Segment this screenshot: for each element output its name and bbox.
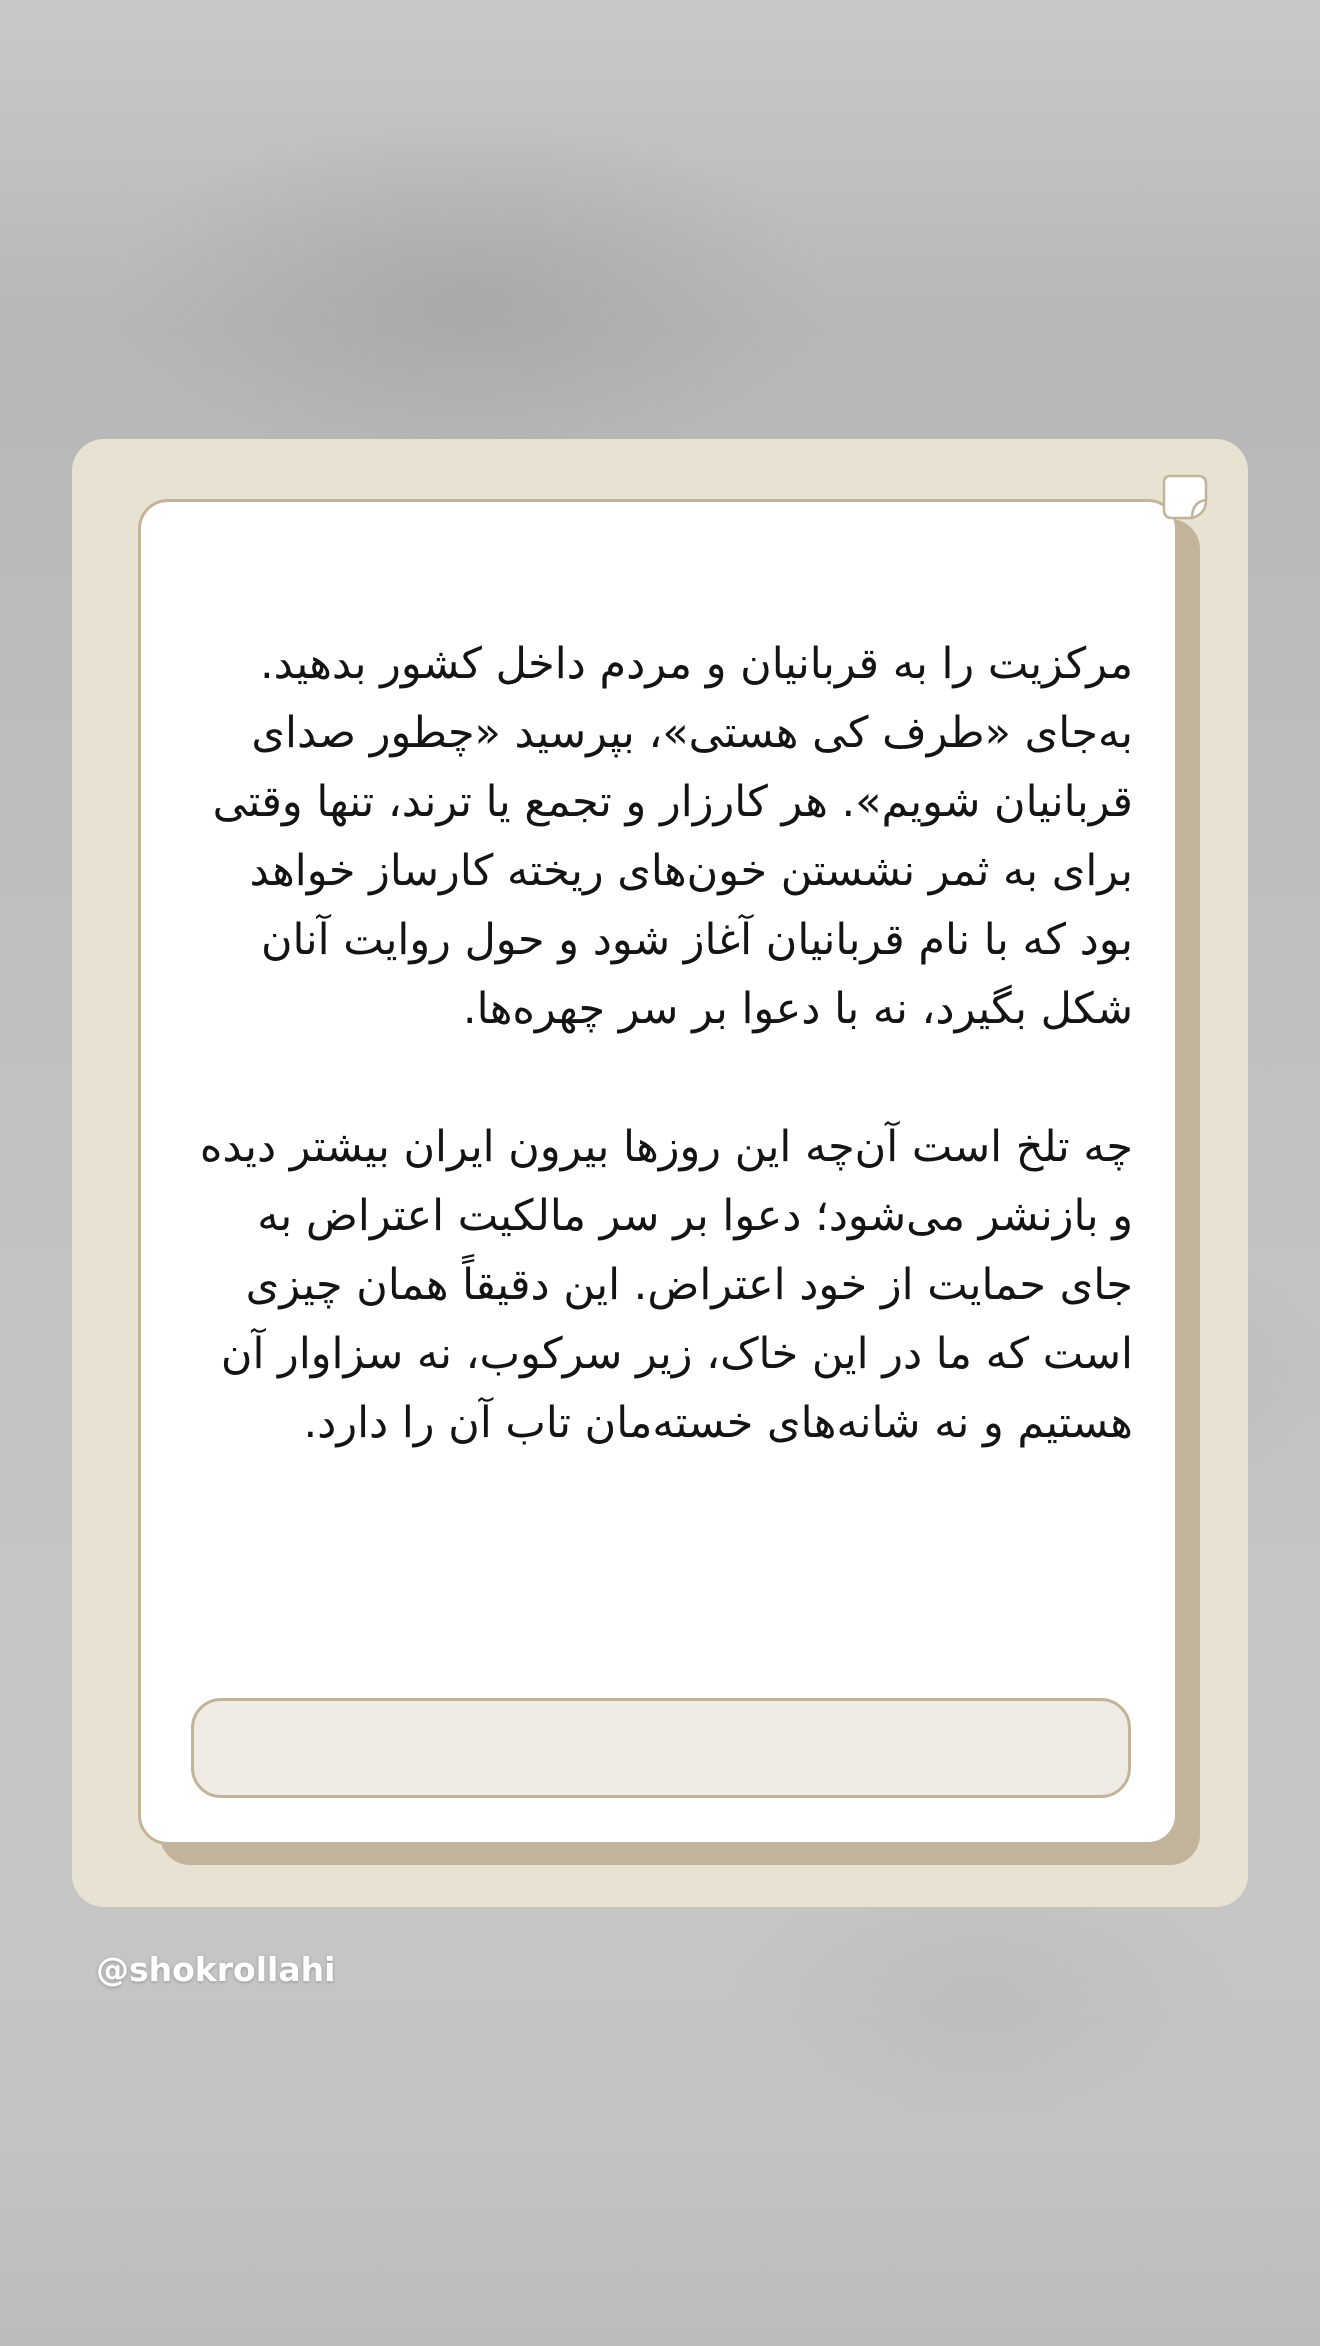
note-paragraph-1: مرکزیت را به قربانیان و مردم داخل کشور بدهید. به‌جای «طرف کی هستی»، بپرسید «چطور صدای قربانیان شویم». هر کارزار و تجمع یا ترند، تنها وقتی برای به ثمر نشستن خون‌های ریخته کارساز خواهد بود که با نام قربانیان آغاز شود و حول روایت آنان شکل بگیرد، نه با دعوا بر سر چهره‌ها. <box>212 639 1133 1034</box>
note-paragraph-2: چه تلخ است آن‌چه این روزها بیرون ایران بیشتر دیده و بازنشر می‌شود؛ دعوا بر سر مالکیت اعتراض به جای حمایت از خود اعتراض. این دقیقاً همان چیزی است که ما در این خاک، زیر سرکوب، نه سزاوار آن هستیم و نه شانه‌های خسته‌مان تاب آن را دارد. <box>199 1122 1133 1448</box>
reply-input-bar[interactable] <box>191 1698 1131 1798</box>
note-sheet <box>138 499 1178 1845</box>
username-label[interactable]: @shokrollahi <box>96 1950 336 1989</box>
sticker-icon[interactable] <box>1160 472 1212 524</box>
note-text <box>195 630 1133 1458</box>
